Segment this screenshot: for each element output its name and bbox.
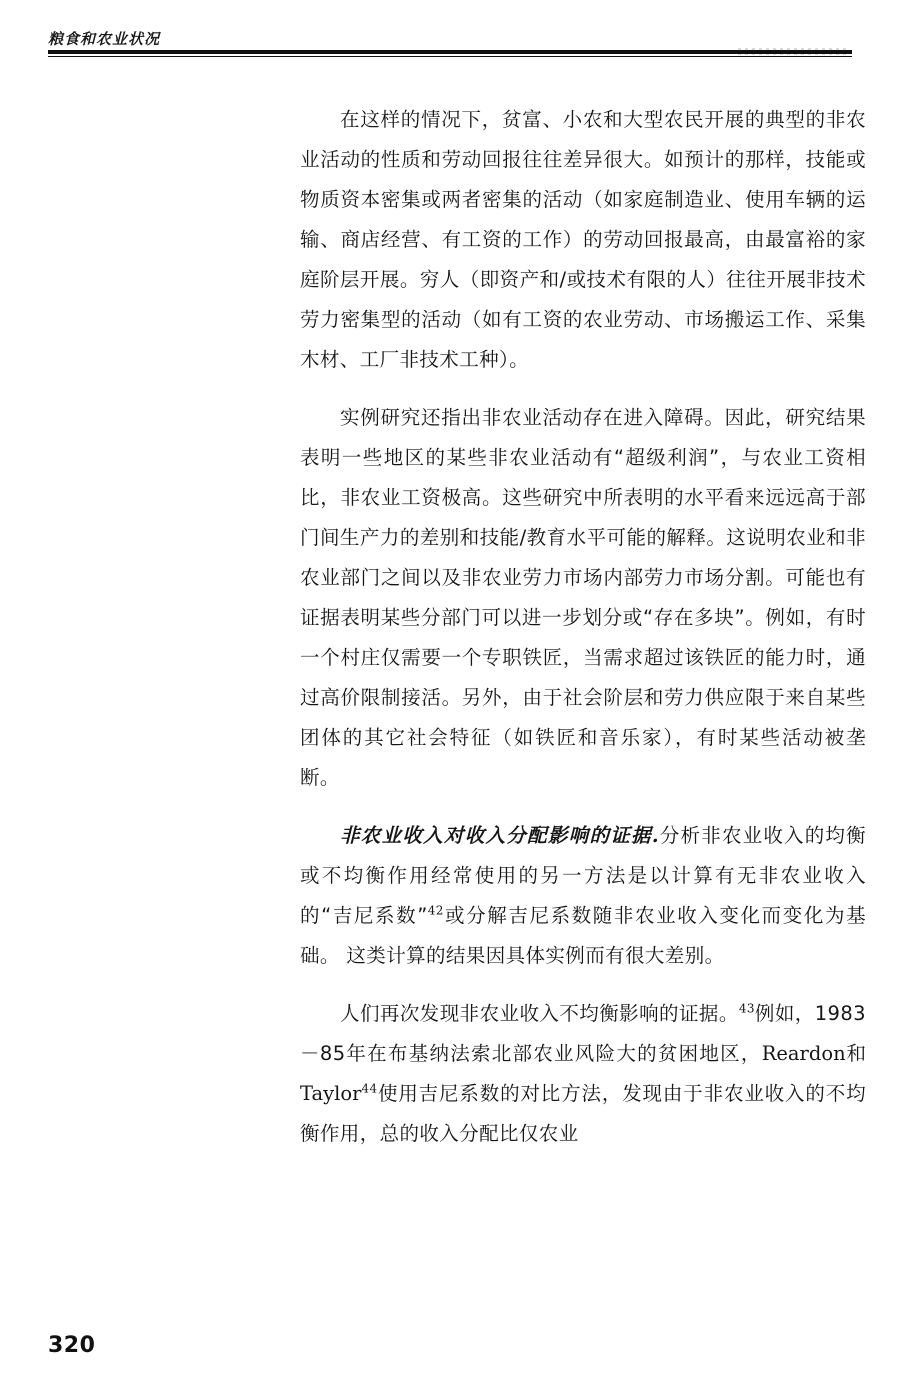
header-rule-thin [48,56,852,57]
paragraph-3 [300,816,866,976]
running-head: 粮食和农业状况 [48,30,161,48]
footnote-ref-43: 43 [738,1001,755,1016]
paragraph-4-text-b: 例如，1983－85年在布基纳法索北部农业风险大的贫困地区， [300,1002,866,1065]
footnote-ref-42: 42 [427,903,444,918]
paragraph-2: 实例研究还指出非农业活动存在进入障碍。因此，研究结果表明一些地区的某些非农业活动有“超级利润”，与农业工资相比，非农业工资极高。这些研究中所表明的水平看来远远高于部门间生产力的差别和技能/教育水平可能的解释。这说明农业和非农业部门之间以及非农业劳力市场内部劳力市场分割。可能也有证据表明某些分部门可以进一步划分或“存在多块”。例如，有时一个村庄仅需要一个专职铁匠，当需求超过该铁匠的能力时，通过高价限制接活。另外，由于社会阶层和劳力供应限于来自某些团体的其它社会特征（如铁匠和音乐家），有时某些活动被垄断。 [300,406,866,789]
footnote-ref-44: 44 [361,1081,378,1096]
page-number: 320 [48,1333,96,1358]
paragraph-3-text-b: 或分解吉尼系数随非农业收入变化而变化为基础。 这类计算的结果因具体实例而有很大差别。 [300,904,866,967]
paragraph-4-text-c: 使用吉尼系数的对比方法，发现由于非农业收入的不均衡作用，总的收入分配比仅农业 [300,1082,866,1145]
paragraph-4-citation-names: Reardon和Taylor [300,1042,867,1105]
paragraph-4-text-a: 人们再次发现非农业收入不均衡影响的证据。 [340,1002,739,1025]
paragraph-1: 在这样的情况下，贫富、小农和大型农民开展的典型的非农业活动的性质和劳动回报往往差异很大。如预计的那样，技能或物质资本密集或两者密集的活动（如家庭制造业、使用车辆的运输、商店经营、有工资的工作）的劳动回报最高，由最富裕的家庭阶层开展。穷人（即资产和/或技术有限的人）往往开展非技术劳力密集型的活动（如有工资的农业劳动、市场搬运工作、采集木材、工厂非技术工种）。 [300,108,866,371]
paragraph-3-text-a: 分析非农业收入的均衡或不均衡作用经常使用的另一方法是以计算有无非农业收入的“吉尼系数” [300,824,866,927]
run-in-heading: 非农业收入对收入分配影响的证据. [340,824,660,847]
body-text-column [300,100,866,1172]
header-rule-thick [48,50,852,54]
paragraph-4 [300,994,866,1154]
